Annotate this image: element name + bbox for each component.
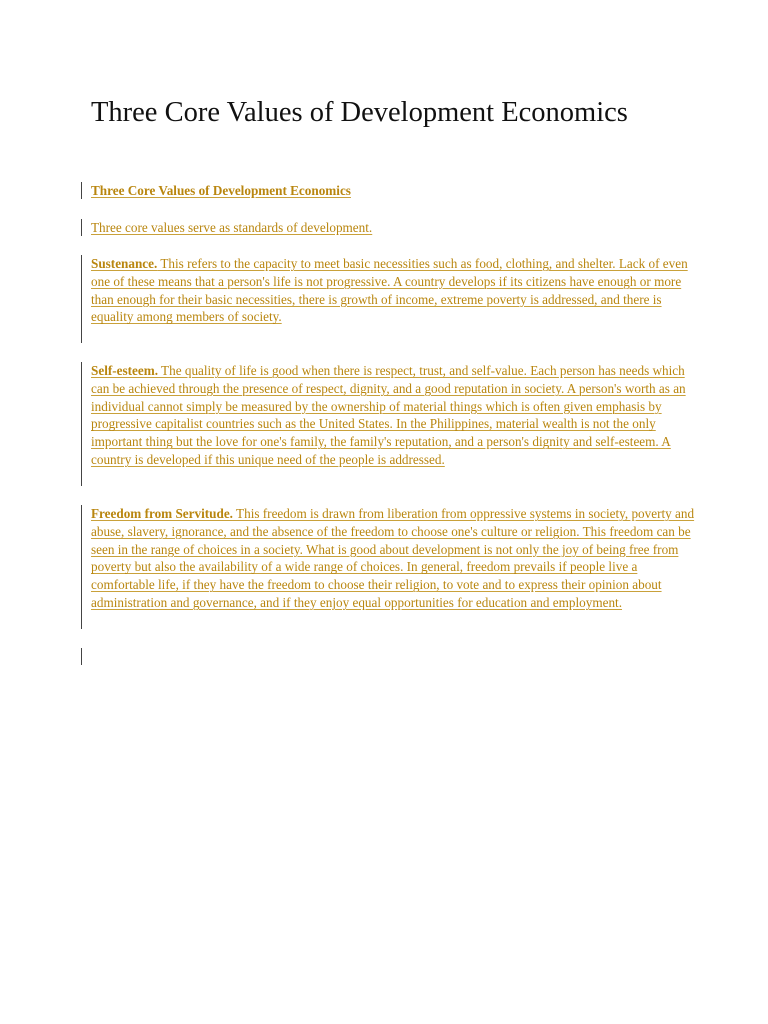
heading-link-text: Three Core Values of Development Economics (91, 183, 351, 198)
freedom-block (81, 505, 701, 629)
self-esteem-link[interactable] (91, 362, 701, 469)
self-esteem-block (81, 362, 701, 486)
empty-block-marker (81, 648, 701, 665)
intro-link[interactable]: Three core values serve as standards of development. (91, 220, 373, 235)
heading-link[interactable] (91, 182, 701, 200)
sustenance-block (81, 255, 701, 343)
freedom-text: This freedom is drawn from liberation from oppressive systems in society, poverty and abuse, slavery, ignorance, and the absence of the freedom to choose one's culture or religion. This freedom can be seen in the range of choices in a society. What is good about development is not only the joy of being free from poverty but also the availability of a wide range of choices. In general, freedom prevails if people live a comfortable life, if they have the freedom to choose their religion, to vote and to express their opinion about administration and governance, and if they enjoy equal opportunities for education and employment. (91, 506, 695, 610)
self-esteem-term: Self-esteem. (91, 363, 158, 378)
self-esteem-text: The quality of life is good when there is respect, trust, and self-value. Each person has needs which can be achieved through the presence of respect, dignity, and a good reputation in society. A person's worth as an individual cannot simply be measured by the ownership of material things which is often given emphasis by progressive capitalist countries such as the United States. In the Philippines, material wealth is not the only important thing but the love for one's family, the family's reputation, and a person's dignity and self-esteem. A country is developed if this unique need of the people is addressed. (91, 363, 686, 467)
sustenance-term: Sustenance. (91, 256, 158, 271)
intro-block (81, 219, 701, 236)
sustenance-link[interactable] (91, 255, 701, 326)
page-title: Three Core Values of Development Economics (91, 97, 628, 128)
heading-link-block (81, 182, 701, 199)
sustenance-text: This refers to the capacity to meet basic necessities such as food, clothing, and shelter. Lack of even one of these means that a person's life is not progressive. A country develops if its citizens have enough or more than enough for their basic necessities, there is growth of income, extreme poverty is addressed, and there is equality among members of society. (91, 256, 688, 325)
freedom-link[interactable] (91, 505, 701, 612)
freedom-term: Freedom from Servitude. (91, 506, 233, 521)
